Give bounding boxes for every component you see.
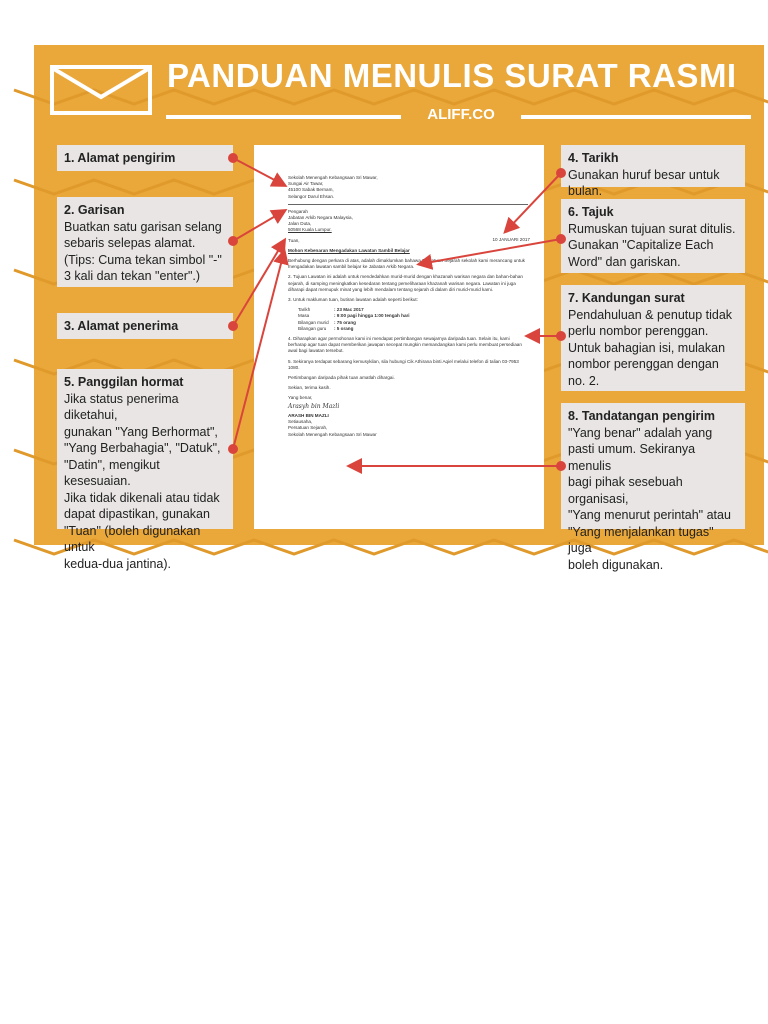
box-line: boleh digunakan. bbox=[568, 557, 664, 572]
callout-arrows bbox=[34, 45, 764, 545]
detail-value: : 9:00 pagi hingga 1:00 tengah hari bbox=[334, 313, 410, 319]
page-title: PANDUAN MENULIS SURAT RASMI bbox=[167, 57, 737, 94]
box-line: Word" dan gariskan. bbox=[568, 254, 681, 269]
sender-line: Sekolah Menengah Kebangsaan Sri Mawar, bbox=[288, 175, 378, 180]
detail-key: Bilangan murid bbox=[298, 319, 329, 325]
box-line: Gunakan "Capitalize Each bbox=[568, 238, 714, 252]
subtitle: ALIFF.CO bbox=[427, 106, 495, 123]
receiver-line: Jalan Duta, bbox=[288, 221, 312, 227]
arrow-panggilan-hormat bbox=[233, 252, 284, 449]
dot-panggilan-hormat bbox=[228, 444, 238, 454]
box-line: "Yang menjalankan tugas" juga bbox=[568, 524, 714, 555]
poster bbox=[34, 45, 764, 572]
box-line: Gunakan huruf besar untuk bulan. bbox=[568, 167, 720, 198]
paragraph-6: Pertimbangan daripada pihak tuan amatlah dihargai. bbox=[288, 375, 395, 381]
dot-alamat-pengirim bbox=[228, 153, 238, 163]
box-line: "Tuan" (boleh digunakan untuk bbox=[64, 523, 201, 554]
box-line: 3 kali dan tekan "enter".) bbox=[64, 269, 201, 283]
box-title: 4. Tarikh bbox=[568, 151, 619, 165]
box-line: no. 2. bbox=[568, 373, 600, 388]
letter-subject: Mohon Kebenaran Mengadakan Lawatan Sambil Belajar bbox=[288, 247, 410, 253]
box-line: Rumuskan tujuan surat ditulis. bbox=[568, 221, 736, 236]
paragraph-5: 5. Sekiranya terdapat sebarang kemusykilan, sila hubungi Cik Athirana binti Aqiel melalui telefon di talian 03-7953 1080. bbox=[288, 358, 519, 370]
dot-kandungan bbox=[556, 331, 566, 341]
box-line: sebaris selepas alamat. bbox=[64, 236, 196, 250]
salutation: Tuan, bbox=[288, 237, 300, 243]
box-line: "Yang menurut perintah" atau bbox=[568, 508, 731, 522]
box-line: Untuk bahagian isi, mulakan bbox=[568, 340, 726, 355]
box-line: Jika tidak dikenali atau tidak bbox=[64, 490, 220, 505]
box-line: gunakan "Yang Berhormat", bbox=[64, 424, 218, 439]
signer-line: Sekolah Menengah Kebangsaan Sri Mawar bbox=[288, 431, 377, 437]
box-line: Pendahuluan & penutup tidak bbox=[568, 307, 733, 322]
paragraph-3: 3. Untuk makluman tuan, butiran lawatan adalah seperti berikut: bbox=[288, 297, 418, 303]
signer-line: Persatuan Sejarah, bbox=[288, 425, 328, 431]
paragraph-1: Berhubung dengan perkara di atas, adalah dimaklumkan bahawa Persatuan Sejarah sekolah kami merancang untuk mengadakan lawatan sambil belajar ke Jabatan Arkib Negara. bbox=[288, 258, 525, 270]
detail-value: : 75 orang bbox=[334, 319, 356, 325]
detail-value: : 23 Mac 2017 bbox=[334, 307, 364, 313]
sender-line: Sungai Air Tawar, bbox=[288, 181, 324, 187]
dot-tarikh bbox=[556, 168, 566, 178]
box-line: "Datin", mengikut kesesuaian. bbox=[64, 457, 160, 488]
dot-tajuk bbox=[556, 234, 566, 244]
detail-key: Tarikh bbox=[298, 307, 311, 313]
box-title: 5. Panggilan hormat bbox=[64, 375, 184, 389]
receiver-line: 50568 Kuala Lumpur. bbox=[288, 227, 332, 233]
paragraph-2: 2. Tujuan Lawatan ini adalah untuk mendedahkan murid-murid dengan khazanah warisan negara dan bahan-bahan sejarah, di samping meningkatkan kesedaran tentang pemeliharaan khazanah warisan negara. Lawatan ini juga diharapi dapat memupuk minat yang lebih mendalam tentang sejarah di dalam diri murid-murid kami. bbox=[288, 274, 523, 292]
box-line: perlu nombor perenggan. bbox=[568, 324, 709, 338]
signer-name: ARASH BIN MAZLI bbox=[288, 412, 329, 418]
arrow-alamat-pengirim bbox=[233, 158, 284, 185]
box-title: 1. Alamat pengirim bbox=[64, 151, 176, 165]
letter-date: 10 JANUARI 2017 bbox=[492, 237, 530, 242]
closing-thanks: Sekian, terima kasih. bbox=[288, 385, 331, 391]
box-line: "Yang benar" adalah yang bbox=[568, 425, 713, 440]
signer-line: Setiausaha, bbox=[288, 419, 313, 425]
arrow-tajuk bbox=[420, 239, 561, 264]
box-line: bagi pihak sesebuah organisasi, bbox=[568, 475, 683, 506]
box-title: 8. Tandatangan pengirim bbox=[568, 409, 716, 423]
receiver-line: Pengarah bbox=[288, 208, 308, 214]
closing-yang-benar: Yang benar, bbox=[288, 395, 313, 401]
receiver-line: Jabatan Arkib Negara Malaysia, bbox=[288, 215, 353, 221]
sender-line: 45100 Sabak Bernam, bbox=[288, 187, 334, 193]
box-line: dapat dipastikan, gunakan bbox=[64, 507, 210, 521]
box-line: pasti umum. Sekiranya menulis bbox=[568, 442, 696, 473]
box-line: kedua-dua jantina). bbox=[64, 556, 172, 571]
box-title: 2. Garisan bbox=[64, 203, 125, 217]
box-line: nombor perenggan dengan bbox=[568, 357, 719, 371]
paragraph-4: 4. Diharapkan agar permohonan kami ini mendapat pertimbangan sewajarnya daripada tuan. Selain itu, kami berharap agar tuan dapat memberikan jawapan secepat mungkin memandangkan kami perlu membuat persediaan awal bagi lawatan tersebut. bbox=[288, 336, 522, 354]
box-title: 3. Alamat penerima bbox=[64, 319, 179, 333]
box-line: (Tips: Cuma tekan simbol "-" bbox=[64, 252, 222, 267]
box-line: Jika status penerima diketahui, bbox=[64, 391, 179, 422]
box-line: Buatkan satu garisan selang bbox=[64, 219, 222, 234]
box-title: 6. Tajuk bbox=[568, 205, 614, 219]
detail-key: Masa bbox=[298, 313, 310, 319]
dot-tandatangan bbox=[556, 461, 566, 471]
box-line: "Yang Berbahagia", "Datuk", bbox=[64, 441, 221, 455]
detail-key: Bilangan guru bbox=[298, 325, 327, 331]
sender-line: Selangor Darul Ehsan. bbox=[288, 193, 335, 199]
signature: Arasyh bin Mazli bbox=[288, 402, 340, 410]
arrow-garisan bbox=[233, 211, 284, 241]
arrow-tarikh bbox=[506, 173, 561, 231]
dot-alamat-penerima bbox=[228, 321, 238, 331]
box-title: 7. Kandungan surat bbox=[568, 291, 685, 305]
dot-garisan bbox=[228, 236, 238, 246]
detail-value: : 5 orang bbox=[334, 325, 354, 331]
